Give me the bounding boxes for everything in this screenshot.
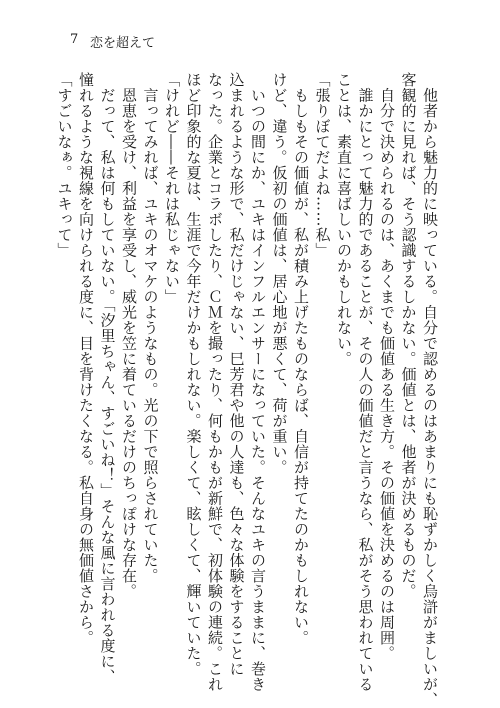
text-line: だって、私は何もしていない。「汐里ちゃん、すごいね！」そんな風に言われる度に、 (98, 72, 117, 685)
text-line: 恩恵を受け、利益を享受し、威光を笠に着ているだけのちっぽけな存在。 (120, 72, 138, 599)
text-line: 誰かにとって魅力的であることが、その人の価値だと言うなら、私がそう思われている (356, 72, 375, 692)
body-text (55, 72, 440, 708)
text-line: ほど印象的な夏は、生涯で今年だけかもしれない。楽しくて、眩しくて、輝いていた。 (184, 72, 203, 677)
text-line: 憧れるような視線を向けられる度に、目を背けたくなる。私自身の無価値さから。 (77, 72, 95, 646)
text-line: 自分で決められるのは、あくまでも価値ある生き方。その価値を決めるのは周囲。 (378, 72, 396, 661)
text-line: 他者から魅力的に映っている。自分で認めるのはあまりにも恥ずかしく烏滸がましいが、 (421, 72, 439, 708)
text-line: 「けれど――それは私じゃない」 (163, 72, 181, 305)
text-line: なった。企業とコラボしたり、ＣＭを撮ったり、何もかもが新鮮で、初体験の連続。これ (206, 72, 224, 692)
text-line: 「すごいなぁ。ユキって」 (55, 72, 74, 258)
text-line: 込まれるような形で、私だけじゃない、巳芳君や他の人達も、色々な体験をすることに (227, 72, 246, 677)
page-number: 7 (70, 32, 79, 47)
text-line: もしもその価値が、私が積み上げたものならば、自信が持てたのかもしれない。 (292, 72, 310, 646)
text-line: いつの間にか、ユキはインフルエンサーになっていた。そんなユキの言うままに、巻き (249, 72, 267, 692)
page-header (0, 32, 500, 52)
text-line: 言ってみれば、ユキのオマケのようなもの。光の下で照らされていた。 (141, 72, 160, 584)
text-line: ことは、素直に喜ばしいのかもしれない。 (335, 72, 353, 367)
running-title: 恋を超えて (90, 36, 156, 51)
text-line: 「張りぼてだよね……私」 (313, 72, 332, 258)
text-line: 客観的に見れば、そう認識するしかない。価値とは、他者が決めるものだ。 (399, 72, 418, 599)
text-line: けど、違う。仮初の価値は、居心地が悪くて、荷が重い。 (270, 72, 289, 475)
